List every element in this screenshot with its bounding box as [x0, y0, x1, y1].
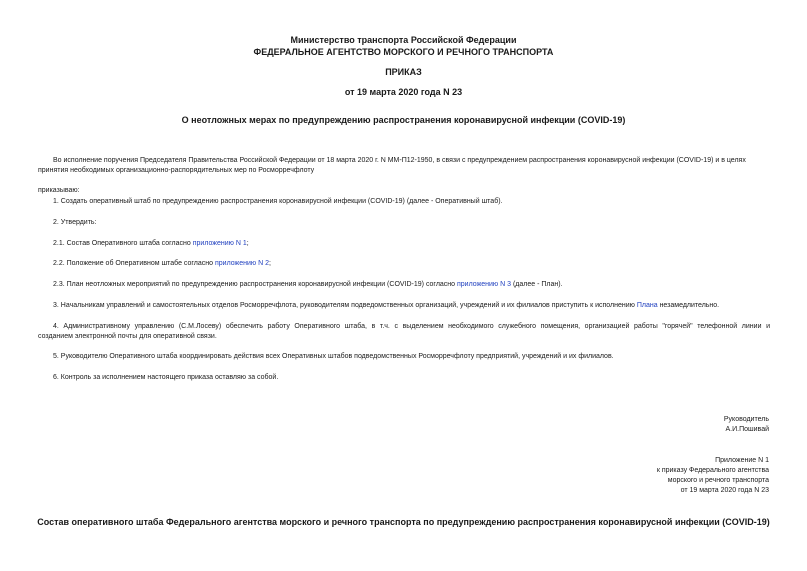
item-1: 1. Создать оперативный штаб по предупреждению распространения коронавирусной инфекции (COVID-19) (далее - Оперативный штаб).	[53, 198, 503, 205]
intro-line-1: Во исполнение поручения Председателя Правительства Российской Федерации от 18 марта 2020 г. N ММ-П12-1950, в связи с предупреждением распространения коронавирусной инфекции (COVID-19) и в целях	[53, 157, 746, 164]
agency-name: ФЕДЕРАЛЬНОЕ АГЕНТСТВО МОРСКОГО И РЕЧНОГО ТРАНСПОРТА	[253, 47, 554, 57]
document-title: О неотложных мерах по предупреждению распространения коронавирусной инфекции (COVID-19)	[181, 115, 626, 125]
item-2-1	[53, 239, 249, 249]
item-6: 6. Контроль за исполнением настоящего приказа оставляю за собой.	[53, 374, 279, 381]
item-2-3-text: 2.3. План неотложных мероприятий по предупреждению распространения коронавирусной инфекции (COVID-19) согласно	[53, 281, 457, 288]
document-date-number: от 19 марта 2020 года N 23	[344, 87, 463, 97]
item-2-2-text: 2.2. Положение об Оперативном штабе согласно	[53, 260, 215, 267]
appendix-title: Состав оперативного штаба Федерального агентства морского и речного транспорта по предупреждению распространения коронавирусной инфекции (COVID-19)	[37, 517, 770, 527]
document-type: ПРИКАЗ	[385, 67, 422, 77]
item-2-2-end: ;	[269, 260, 271, 267]
appendix-1-link[interactable]: приложению N 1	[192, 240, 247, 247]
signature-name: А.И.Пошивай	[725, 426, 769, 433]
appendix-line-1: к приказу Федерального агентства	[656, 467, 769, 474]
appendix-3-link[interactable]: приложению N 3	[457, 281, 512, 288]
item-2-1-text: 2.1. Состав Оперативного штаба согласно	[53, 240, 193, 247]
plan-link[interactable]: Плана	[636, 302, 658, 309]
item-2: 2. Утвердить:	[53, 219, 97, 226]
appendix-line-3: от 19 марта 2020 года N 23	[680, 487, 769, 494]
item-2-1-end: ;	[246, 240, 249, 247]
order-word: приказываю:	[38, 187, 80, 194]
item-4-line-1-text: 4. Административному управлению (С.М.Лосеву) обеспечить работу Оперативного штаба, в т.ч. с выделением необходимого служебного помещения, организацией работы "горячей" телефонной линии и	[53, 323, 770, 330]
item-3-text: 3. Начальникам управлений и самостоятельных отделов Росморречфлота, руководителям подведомственных организаций, учреждений и их филиалов приступить к исполнению	[53, 302, 637, 309]
item-2-3	[53, 280, 563, 290]
appendix-label: Приложение N 1	[715, 457, 769, 464]
ministry-name: Министерство транспорта Российской Федерации	[290, 35, 517, 45]
signature-position: Руководитель	[723, 416, 769, 423]
item-4-line-1	[38, 322, 770, 332]
intro-line-2: принятия необходимых организационно-распорядительных мер по Росморречфлоту	[38, 167, 315, 174]
appendix-2-link[interactable]: приложению N 2	[214, 260, 269, 267]
item-4-line-2: созданием электронной почты для оперативной связи.	[38, 333, 217, 340]
item-5: 5. Руководителю Оперативного штаба координировать действия всех Оперативных штабов подведомственных Росморречфлоту предприятий, учреждений и их филиалов.	[53, 353, 614, 360]
item-3-end: незамедлительно.	[657, 302, 720, 309]
item-3	[53, 301, 719, 311]
item-2-2	[53, 259, 271, 269]
item-2-3-end: (далее - План).	[511, 281, 563, 288]
appendix-line-2: морского и речного транспорта	[667, 477, 769, 484]
